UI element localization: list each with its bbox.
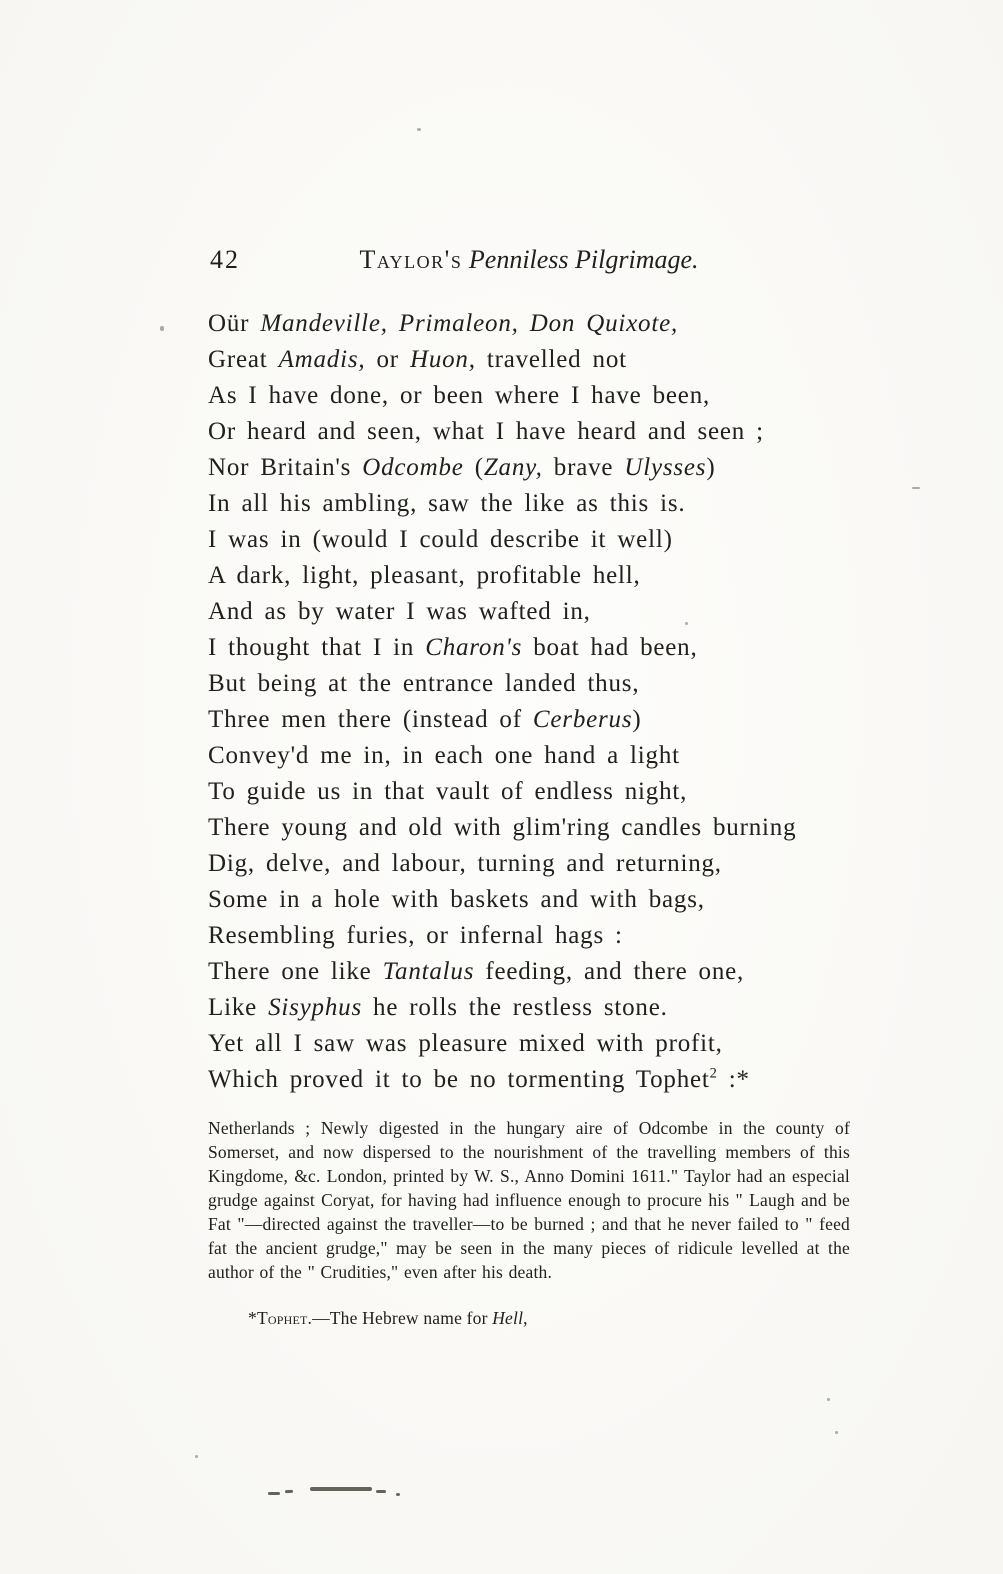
- poem-line: Oür Mandeville, Primaleon, Don Quixote,: [208, 310, 679, 337]
- page-title: [359, 245, 698, 274]
- page-content: [208, 244, 850, 1330]
- poem-line: And as by water I was wafted in,: [208, 598, 591, 625]
- scan-artifact: [195, 1455, 198, 1458]
- poem-line: There one like Tantalus feeding, and there one,: [208, 958, 745, 985]
- poem-line: Yet all I saw was pleasure mixed with profit,: [208, 1030, 723, 1057]
- scan-artifact: [912, 487, 920, 489]
- poem-line: Like Sisyphus he rolls the restless stone.: [208, 994, 668, 1021]
- footnote-continuation: Netherlands ; Newly digested in the hungary aire of Odcombe in the county of Somerset, and now dispersed to the nourishment of the travelling members of this Kingdome, &c. London, printed by W. S., Anno Domini 1611." Taylor had an especial grudge against Coryat, for having had influence enough to procure his " Laugh and be Fat "—directed against the traveller—to be burned ; and that he never failed to " feed fat the ancient grudge," may be seen in the many pieces of ridicule levelled at the author of the " Crudities," even after his death.: [208, 1118, 850, 1282]
- poem-line: To guide us in that vault of endless night,: [208, 778, 688, 805]
- footnote-tophet-line: *Tophet.—The Hebrew name for Hell,: [248, 1308, 528, 1328]
- footnote-tophet: [208, 1306, 850, 1330]
- poem: [208, 306, 850, 1098]
- poem-line: Some in a hole with baskets and with bags,: [208, 886, 705, 913]
- scan-artifact: [827, 1398, 830, 1401]
- poem-line: Great Amadis, or Huon, travelled not: [208, 346, 627, 373]
- running-header: [208, 244, 850, 278]
- poem-line: Dig, delve, and labour, turning and returning,: [208, 850, 722, 877]
- page-title-work: Penniless Pilgrimage.: [468, 245, 699, 274]
- poem-line: Nor Britain's Odcombe (Zany, brave Ulysses): [208, 454, 716, 481]
- poem-line: I was in (would I could describe it well): [208, 526, 673, 553]
- scan-artifact: [835, 1431, 838, 1434]
- scan-artifact: [417, 128, 421, 131]
- scan-smudge: [310, 1487, 372, 1491]
- scan-smudge: [285, 1490, 293, 1494]
- poem-line: I thought that I in Charon's boat had been,: [208, 634, 698, 661]
- poem-line: There young and old with glim'ring candles burning: [208, 814, 797, 841]
- poem-line: Or heard and seen, what I have heard and seen ;: [208, 418, 764, 445]
- poem-line: As I have done, or been where I have been,: [208, 382, 711, 409]
- poem-line: Three men there (instead of Cerberus): [208, 706, 642, 733]
- poem-line: In all his ambling, saw the like as this is.: [208, 490, 686, 517]
- poem-line: Convey'd me in, in each one hand a light: [208, 742, 680, 769]
- scan-smudge: [268, 1492, 280, 1495]
- scan-smudge: [376, 1490, 386, 1493]
- scan-smudge: [396, 1493, 400, 1496]
- scan-artifact: [685, 622, 688, 625]
- page-title-author: Taylor's: [359, 245, 463, 274]
- poem-line: A dark, light, pleasant, profitable hell,: [208, 562, 641, 589]
- poem-line: Resembling furies, or infernal hags :: [208, 922, 623, 949]
- page-number: 42: [210, 245, 240, 274]
- poem-line: Which proved it to be no tormenting Tophet$^2$ :*: [208, 1065, 750, 1093]
- scan-artifact: [160, 326, 164, 331]
- poem-line: But being at the entrance landed thus,: [208, 670, 640, 697]
